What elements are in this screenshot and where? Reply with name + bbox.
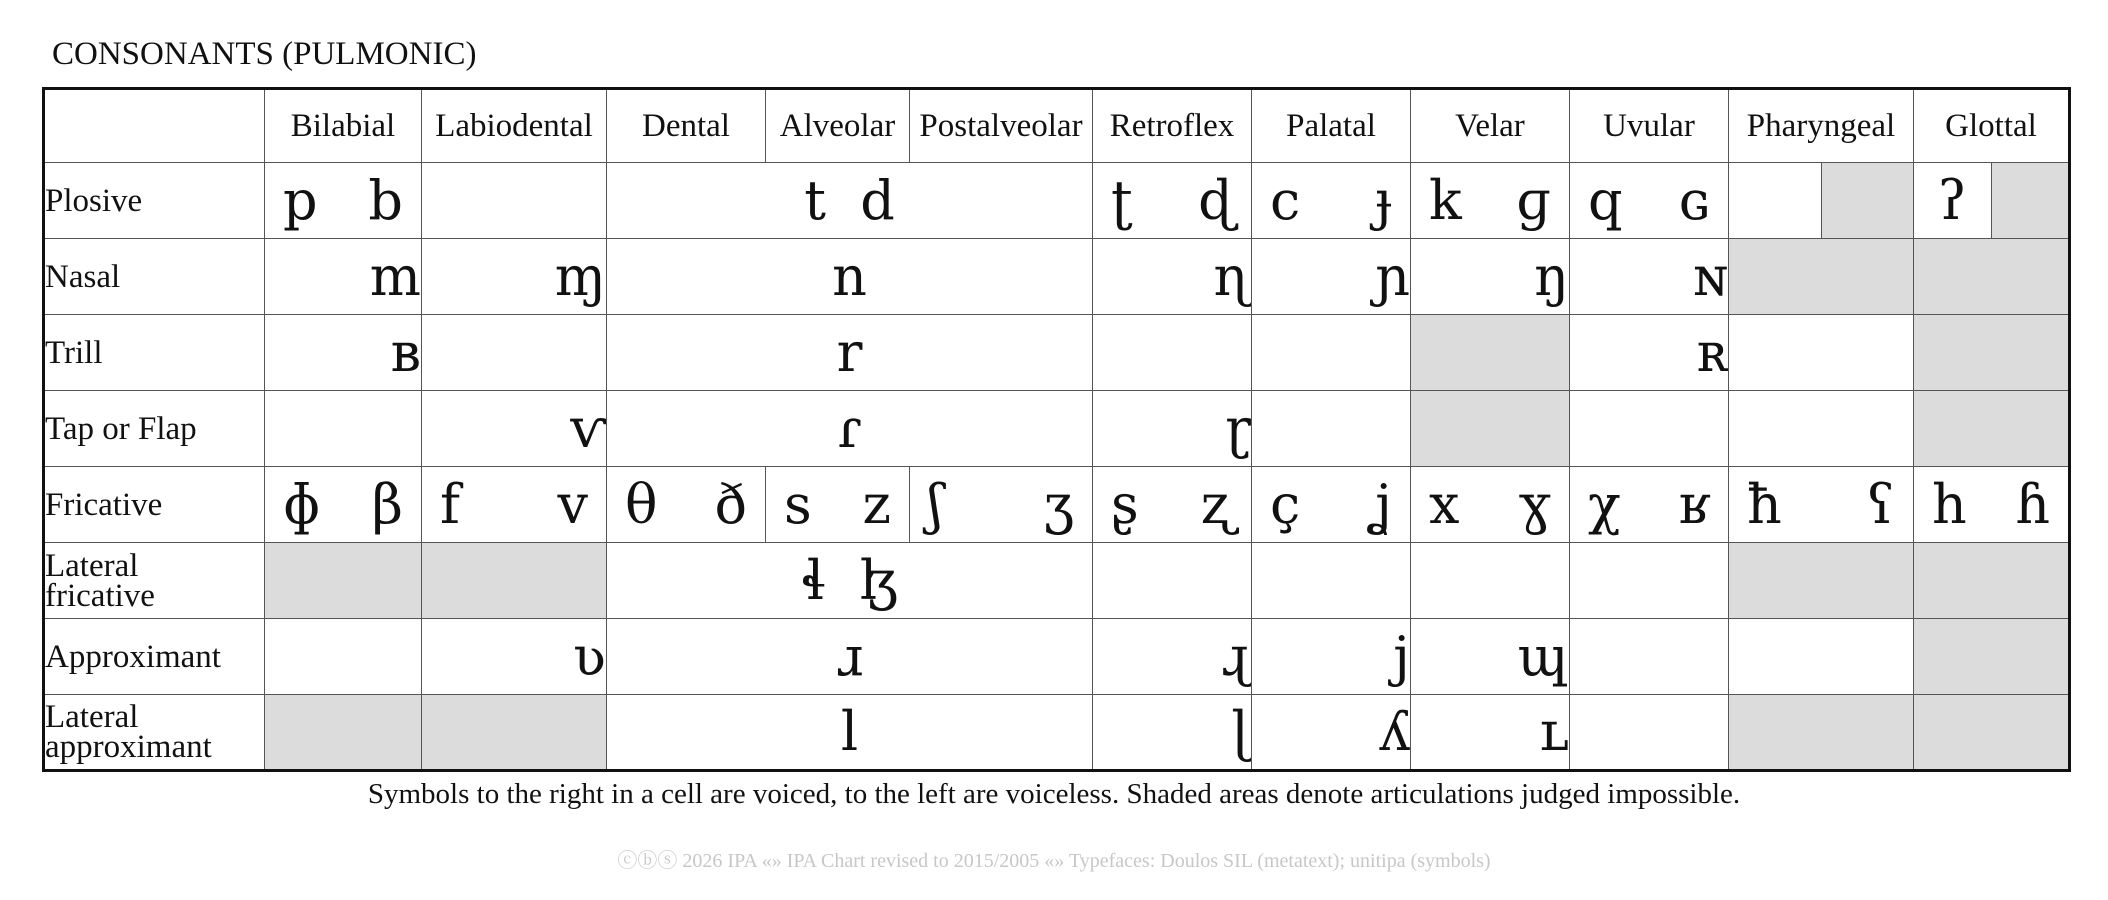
row-trill: Trill xyxy=(44,315,265,391)
cell-trill-bilabial: ʙ xyxy=(265,315,422,391)
symbol: ʂ xyxy=(1111,472,1139,536)
cell-latapprox-uvular xyxy=(1570,695,1729,771)
col-uvular: Uvular xyxy=(1570,89,1729,163)
cell-tap-glottal xyxy=(1914,391,2070,467)
symbol: t xyxy=(804,168,826,232)
row-label-line2: approximant xyxy=(45,729,212,765)
cell-tap-labiodental: ⱱ xyxy=(422,391,607,467)
row-nasal: Nasal xyxy=(44,239,265,315)
row-label-line2: fricative xyxy=(45,577,155,614)
cell-nasal-uvular: ɴ xyxy=(1570,239,1729,315)
symbol: ʕ xyxy=(1866,472,1895,536)
symbol: ɖ xyxy=(1198,168,1233,232)
cell-plosive-bilabial xyxy=(265,163,422,239)
symbol: v xyxy=(557,472,588,536)
row-lateral-fricative xyxy=(44,543,265,619)
symbol: c xyxy=(1270,168,1301,232)
symbol: h xyxy=(1932,472,1967,536)
symbol: ɣ xyxy=(1518,472,1551,536)
cell-nasal-glottal xyxy=(1914,239,2070,315)
symbol: θ xyxy=(625,472,658,536)
col-bilabial: Bilabial xyxy=(265,89,422,163)
cell-tap-uvular xyxy=(1570,391,1729,467)
cell-latapprox-velar: ʟ xyxy=(1411,695,1570,771)
cell-nasal-retroflex: ɳ xyxy=(1093,239,1252,315)
symbol: ɮ xyxy=(859,548,898,612)
cell-plosive-velar xyxy=(1411,163,1570,239)
cell-tap-velar xyxy=(1411,391,1570,467)
chart-footer: ⓒⓑⓢ 2026 IPA «» IPA Chart revised to 2015/2005 «» Typefaces: Doulos SIL (metatext); unitipa (symbols) xyxy=(617,850,1491,872)
col-pharyngeal: Pharyngeal xyxy=(1729,89,1914,163)
cell-trill-glottal xyxy=(1914,315,2070,391)
symbol: s xyxy=(784,472,812,536)
symbol: p xyxy=(283,168,318,232)
cell-nasal-labiodental: ɱ xyxy=(422,239,607,315)
cell-tap-palatal xyxy=(1252,391,1411,467)
cell-latfric-pharyngeal xyxy=(1729,543,1914,619)
symbol: ɟ xyxy=(1374,168,1392,232)
symbol: z xyxy=(862,472,891,536)
cell-latapprox-alveolar: l xyxy=(607,695,1093,771)
symbol: ʐ xyxy=(1200,472,1233,536)
symbol: ħ xyxy=(1747,472,1782,536)
cell-nasal-alveolar: n xyxy=(607,239,1093,315)
cell-tap-alveolar: ɾ xyxy=(607,391,1093,467)
symbol: x xyxy=(1429,472,1460,536)
cell-latapprox-retroflex: ɭ xyxy=(1093,695,1252,771)
symbol: ɦ xyxy=(2015,472,2050,536)
symbol: q xyxy=(1588,168,1623,232)
row-tap: Tap or Flap xyxy=(44,391,265,467)
cell-approx-pharyngeal xyxy=(1729,619,1914,695)
cell-approx-palatal: j xyxy=(1252,619,1411,695)
cell-tap-retroflex: ɽ xyxy=(1093,391,1252,467)
cell-fric-pharyngeal xyxy=(1729,467,1914,543)
symbol: ɬ xyxy=(801,548,826,612)
consonant-table xyxy=(42,87,2071,772)
cell-latfric-retroflex xyxy=(1093,543,1252,619)
cell-latfric-labiodental xyxy=(422,543,607,619)
cell-nasal-bilabial: m xyxy=(265,239,422,315)
symbol: ʔ xyxy=(1937,168,1967,232)
symbol: f xyxy=(440,472,460,536)
cell-latfric-alveolar xyxy=(607,543,1093,619)
cell-latapprox-pharyngeal xyxy=(1729,695,1914,771)
symbol: χ xyxy=(1588,472,1621,536)
cell-fric-dental xyxy=(607,467,766,543)
cell-latapprox-glottal xyxy=(1914,695,2070,771)
cell-latapprox-palatal: ʎ xyxy=(1252,695,1411,771)
symbol: ʒ xyxy=(1043,472,1074,536)
cell-approx-retroflex: ɻ xyxy=(1093,619,1252,695)
cell-plosive-labiodental xyxy=(422,163,607,239)
cell-fric-glottal xyxy=(1914,467,2070,543)
cell-approx-velar: ɰ xyxy=(1411,619,1570,695)
cell-latfric-uvular xyxy=(1570,543,1729,619)
chart-title: CONSONANTS (PULMONIC) xyxy=(52,36,477,72)
symbol: ð xyxy=(714,472,747,536)
cell-fric-velar xyxy=(1411,467,1570,543)
cell-trill-alveolar: r xyxy=(607,315,1093,391)
cell-fric-alveolar xyxy=(766,467,910,543)
cell-trill-pharyngeal xyxy=(1729,315,1914,391)
col-dental: Dental xyxy=(607,89,766,163)
cell-latfric-glottal xyxy=(1914,543,2070,619)
row-label-line1: Lateral xyxy=(45,547,139,584)
symbol: d xyxy=(860,168,895,232)
cell-latfric-velar xyxy=(1411,543,1570,619)
symbol: k xyxy=(1429,168,1462,232)
col-alveolar: Alveolar xyxy=(766,89,910,163)
symbol: β xyxy=(371,472,403,536)
cell-plosive-glottal xyxy=(1914,163,2070,239)
cell-trill-retroflex xyxy=(1093,315,1252,391)
symbol: ɸ xyxy=(283,472,321,536)
cell-approx-labiodental: ʋ xyxy=(422,619,607,695)
cell-fric-retroflex xyxy=(1093,467,1252,543)
cell-plosive-palatal xyxy=(1252,163,1411,239)
cell-approx-glottal xyxy=(1914,619,2070,695)
cell-approx-uvular xyxy=(1570,619,1729,695)
symbol: ʝ xyxy=(1372,472,1392,536)
symbol: ʈ xyxy=(1111,168,1133,232)
cell-tap-pharyngeal xyxy=(1729,391,1914,467)
col-velar: Velar xyxy=(1411,89,1570,163)
cell-nasal-palatal: ɲ xyxy=(1252,239,1411,315)
cell-latapprox-labiodental xyxy=(422,695,607,771)
row-lateral-approximant xyxy=(44,695,265,771)
symbol: b xyxy=(368,168,403,232)
symbol: ɢ xyxy=(1678,168,1710,232)
cell-fric-palatal xyxy=(1252,467,1411,543)
col-retroflex: Retroflex xyxy=(1093,89,1252,163)
cell-trill-velar xyxy=(1411,315,1570,391)
col-glottal: Glottal xyxy=(1914,89,2070,163)
cell-plosive-uvular xyxy=(1570,163,1729,239)
cell-fric-uvular xyxy=(1570,467,1729,543)
cell-fric-bilabial xyxy=(265,467,422,543)
cell-trill-uvular: ʀ xyxy=(1570,315,1729,391)
cell-latfric-bilabial xyxy=(265,543,422,619)
col-postalveolar: Postalveolar xyxy=(910,89,1093,163)
row-label-line1: Lateral xyxy=(45,699,139,735)
cell-trill-palatal xyxy=(1252,315,1411,391)
cell-plosive-alveolar xyxy=(607,163,1093,239)
cell-plosive-pharyngeal xyxy=(1729,163,1914,239)
row-fricative: Fricative xyxy=(44,467,265,543)
header-corner xyxy=(44,89,265,163)
cell-approx-alveolar: ɹ xyxy=(607,619,1093,695)
col-labiodental: Labiodental xyxy=(422,89,607,163)
cell-latfric-palatal xyxy=(1252,543,1411,619)
cell-fric-postalveolar xyxy=(910,467,1093,543)
cell-approx-bilabial xyxy=(265,619,422,695)
cell-fric-labiodental xyxy=(422,467,607,543)
symbol: ʁ xyxy=(1678,472,1710,536)
chart-caption: Symbols to the right in a cell are voiced, to the left are voiceless. Shaded areas denote articulations judged impossible. xyxy=(367,778,1741,810)
cell-nasal-pharyngeal xyxy=(1729,239,1914,315)
symbol: ʃ xyxy=(928,472,943,536)
row-approximant: Approximant xyxy=(44,619,265,695)
cell-nasal-velar: ŋ xyxy=(1411,239,1570,315)
cell-latapprox-bilabial xyxy=(265,695,422,771)
symbol: ç xyxy=(1270,472,1301,536)
row-plosive: Plosive xyxy=(44,163,265,239)
cell-tap-bilabial xyxy=(265,391,422,467)
col-palatal: Palatal xyxy=(1252,89,1411,163)
symbol: ɡ xyxy=(1516,168,1551,232)
cell-trill-labiodental xyxy=(422,315,607,391)
cell-plosive-retroflex xyxy=(1093,163,1252,239)
